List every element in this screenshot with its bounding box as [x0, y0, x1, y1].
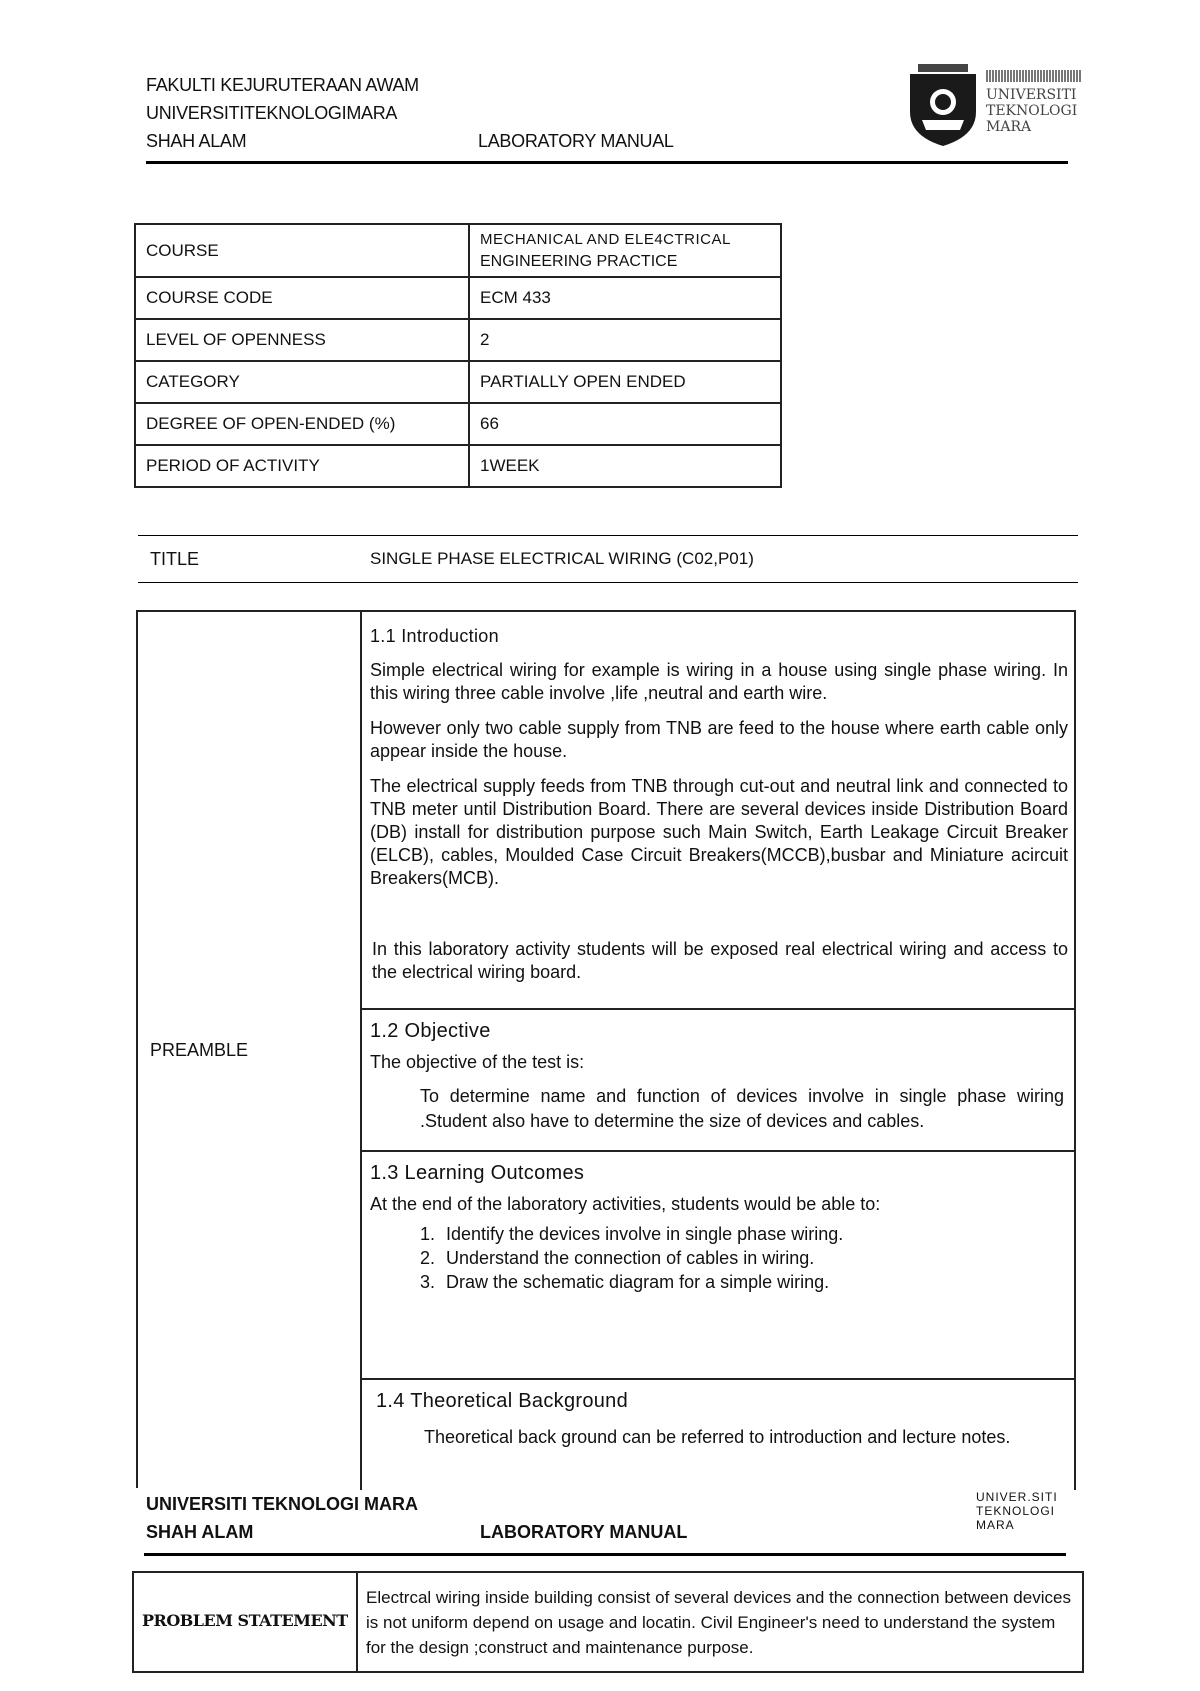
logo-line-1: UNIVERSITI: [986, 87, 1077, 103]
degree-label: DEGREE OF OPEN-ENDED (%): [135, 403, 469, 445]
introduction-heading: 1.1 Introduction: [370, 626, 499, 646]
learning-outcomes-heading: 1.3 Learning Outcomes: [370, 1162, 585, 1184]
period-label: PERIOD OF ACTIVITY: [135, 445, 469, 487]
learning-outcomes-lead: At the end of the laboratory activities, students would be able to:: [370, 1194, 881, 1214]
footer-logo-line-3: MARA: [976, 1518, 1015, 1532]
course-code-value: ECM 433: [469, 277, 781, 319]
campus-name: SHAH ALAM: [146, 131, 247, 151]
introduction-para-4: In this laboratory activity students will be exposed real electrical wiring and access to the electrical wiring board.: [372, 939, 1068, 982]
footer-university-name: UNIVERSITI TEKNOLOGI MARA: [146, 1494, 419, 1514]
title-rule-bottom: [138, 582, 1078, 583]
course-info-table: [134, 223, 782, 488]
table-row: [135, 361, 781, 403]
introduction-para-3: The electrical supply feeds from TNB through cut-out and neutral link and connected to TNB meter until Distribution Board. There are several devices inside Distribution Board (DB) install for distribution purpose such Main Switch, Earth Leakage Circuit Breaker (ELCB), cables, Moulded Case Circuit Breakers(MCCB),busbar and Miniature acircuit Breakers(MCB).: [370, 776, 1068, 888]
objective-heading: 1.2 Objective: [370, 1020, 491, 1042]
footer-logo: [976, 1490, 1058, 1532]
title-label: TITLE: [150, 549, 200, 569]
theory-section: [360, 1378, 1076, 1490]
problem-divider: [356, 1573, 358, 1671]
logo-line-3: MARA: [986, 119, 1032, 135]
logo-jawi-script: [986, 70, 1082, 82]
learning-outcomes-list: [370, 1222, 1068, 1294]
problem-statement-label: PROBLEM STATEMENT: [142, 1611, 348, 1630]
university-name: UNIVERSITITEKNOLOGIMARA: [146, 103, 398, 123]
table-row: [135, 403, 781, 445]
course-value: [469, 224, 781, 277]
introduction-para-1: Simple electrical wiring for example is wiring in a house using single phase wiring. In this wiring three cable involve ,life ,neutral and earth wire.: [370, 660, 1068, 703]
problem-statement-text: Electrcal wiring inside building consist of several devices and the connection between devices is not uniform depend on usage and locatin. Civil Engineer's need to understand the system for the design ;construct and maintenance purpose.: [366, 1588, 1071, 1657]
openness-value: 2: [469, 319, 781, 361]
table-row: [135, 445, 781, 487]
footer-campus-name: SHAH ALAM: [146, 1522, 254, 1542]
theory-heading: 1.4 Theoretical Background: [376, 1390, 629, 1412]
theory-text: Theoretical back ground can be referred to introduction and lecture notes.: [424, 1427, 1011, 1447]
learning-outcomes-section: [360, 1150, 1076, 1380]
introduction-para-2: However only two cable supply from TNB are feed to the house where earth cable only appear inside the house.: [370, 718, 1068, 761]
course-value-line1: MECHANICAL AND ELE4CTRICAL: [480, 230, 731, 248]
footer-rule: [144, 1553, 1066, 1556]
problem-statement-box: [132, 1571, 1084, 1673]
table-row: [135, 224, 781, 277]
list-item: 2. Understand the connection of cables in wiring.: [440, 1246, 1068, 1270]
table-row: [135, 277, 781, 319]
course-value-line2: ENGINEERING PRACTICE: [480, 252, 678, 270]
footer-manual-label: LABORATORY MANUAL: [480, 1522, 688, 1542]
title-rule-top: [138, 535, 1078, 536]
period-value: 1WEEK: [469, 445, 781, 487]
course-code-label: COURSE CODE: [135, 277, 469, 319]
title-value: SINGLE PHASE ELECTRICAL WIRING (C02,P01): [370, 549, 754, 568]
list-item: 1. Identify the devices involve in single phase wiring.: [440, 1222, 1068, 1246]
faculty-name: FAKULTI KEJURUTERAAN AWAM: [146, 75, 419, 95]
course-label: COURSE: [135, 224, 469, 277]
logo-line-2: TEKNOLOGI: [986, 103, 1078, 119]
preamble-top-border: [136, 610, 362, 612]
preamble-left-border: [136, 610, 138, 1488]
objective-lead: The objective of the test is:: [370, 1052, 585, 1072]
footer-logo-line-2: TEKNOLOGI: [976, 1504, 1056, 1518]
objective-section: [360, 1008, 1076, 1152]
openness-label: LEVEL OF OPENNESS: [135, 319, 469, 361]
preamble-label: PREAMBLE: [150, 1040, 249, 1060]
crest-icon: [904, 60, 982, 148]
list-item: 3. Draw the schematic diagram for a simple wiring.: [440, 1270, 1068, 1294]
table-row: [135, 319, 781, 361]
degree-value: 66: [469, 403, 781, 445]
manual-label: LABORATORY MANUAL: [478, 131, 674, 151]
category-value: PARTIALLY OPEN ENDED: [469, 361, 781, 403]
footer-logo-line-1: UNIVER.SITI: [976, 1490, 1058, 1504]
header-rule: [146, 161, 1068, 164]
introduction-section: [360, 610, 1076, 1010]
category-label: CATEGORY: [135, 361, 469, 403]
uitm-logo: [904, 60, 1084, 150]
objective-text: To determine name and function of devices involve in single phase wiring .Student also have to determine the size of devices and cables.: [420, 1086, 1064, 1131]
